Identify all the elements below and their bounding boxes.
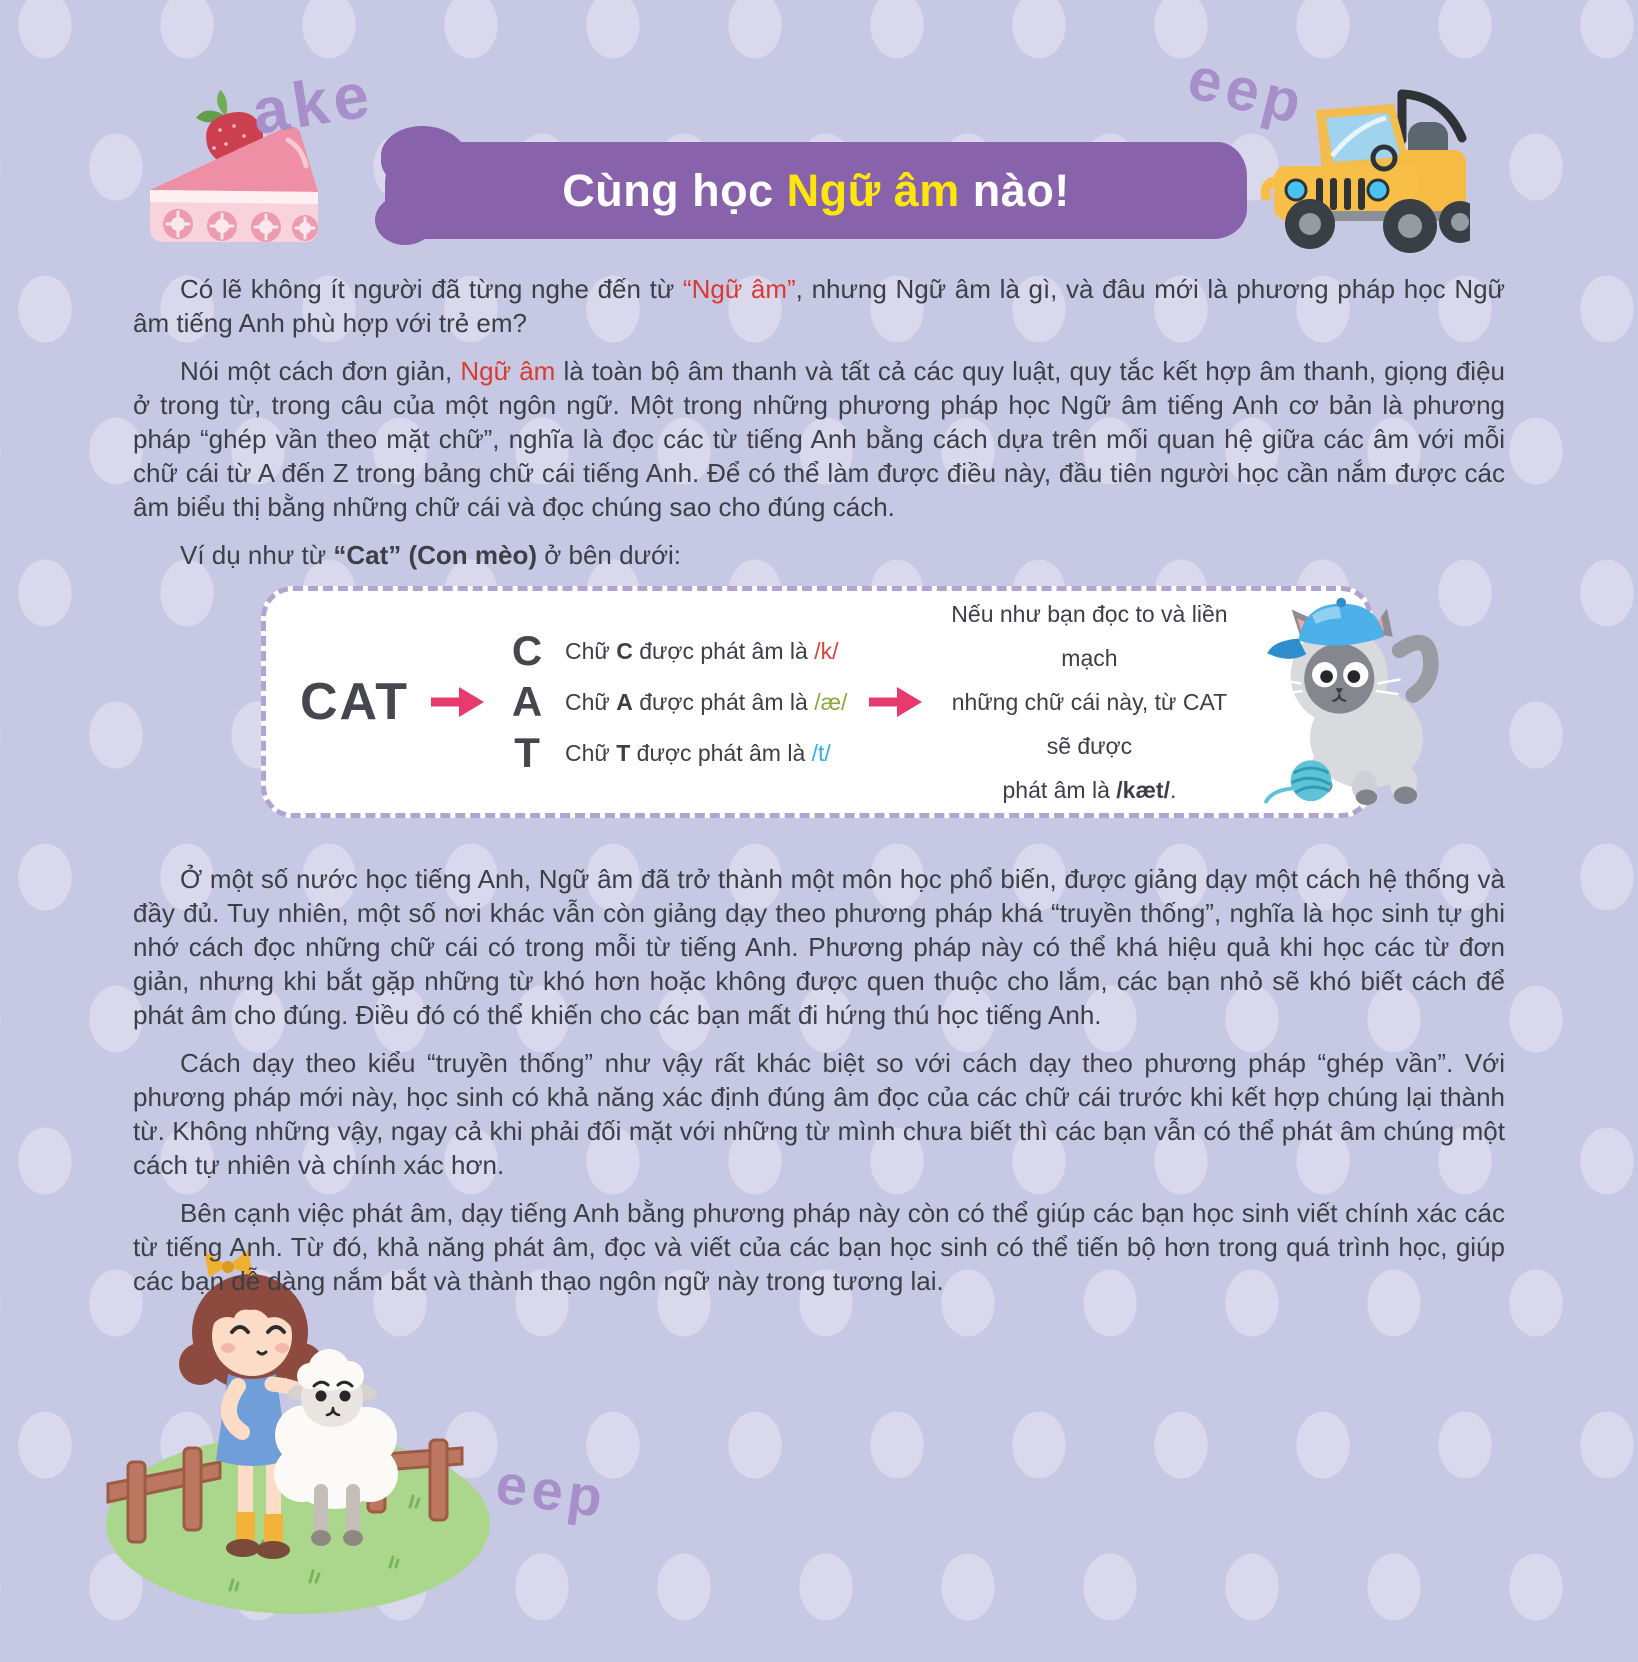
letter-t: T <box>514 729 540 776</box>
term-ngu-am-highlight: “Ngữ âm” <box>682 274 796 304</box>
letter-row-c <box>505 627 847 674</box>
letter-a: A <box>511 678 543 725</box>
word-cat: CAT <box>300 673 410 731</box>
phoneme-ae: /æ/ <box>814 689 848 715</box>
desc-letter: A <box>616 689 633 715</box>
cat-example-box <box>261 586 1373 818</box>
arrow-right-icon <box>867 685 923 719</box>
paragraph-text: Có lẽ không ít người đã từng nghe đến từ <box>180 274 683 304</box>
letter-a-description <box>565 685 847 719</box>
paragraph-intro <box>133 272 1505 340</box>
desc-text: Chữ <box>565 638 617 664</box>
page-title <box>562 165 1070 217</box>
result-phoneme-kaet: /kæt/ <box>1116 777 1170 803</box>
result-line: Nếu như bạn đọc to và liền mạch <box>951 601 1228 671</box>
letter-t-description <box>565 736 831 770</box>
paragraph-definition <box>133 354 1505 524</box>
letter-breakdown <box>505 627 848 776</box>
paragraph-text: là toàn bộ âm thanh và tất cả các quy luật, quy tắc kết hợp âm thanh, giọng điệu ở trong từ, trong câu của một ngôn ngữ. Một trong những phương pháp học Ngữ âm tiếng Anh cơ bản là phương pháp “ghép vần theo mặt chữ”, nghĩa là đọc các từ tiếng Anh bằng cách dựa trên mối quan hệ giữa các âm với mỗi chữ cái từ A đến Z trong bảng chữ cái tiếng Anh. Để có thể làm được điều này, đầu tiên người học cần nắm được các âm biểu thị bằng những chữ cái và đọc chúng sao cho đúng cách. <box>133 356 1505 522</box>
paragraph-text: , nhưng Ngữ âm là gì, và đâu mới là phương pháp học Ngữ âm tiếng Anh phù hợp với trẻ em? <box>133 274 1505 338</box>
desc-letter: C <box>616 638 633 664</box>
paragraph-text: Nói một cách đơn giản, <box>180 356 461 386</box>
decor-label-eep-bottom: eep <box>492 1451 612 1530</box>
title-prefix: Cùng học <box>562 164 787 216</box>
phoneme-k: /k/ <box>814 638 839 664</box>
arrow-right-icon <box>429 685 485 719</box>
result-text-segment: phát âm là <box>1002 777 1117 803</box>
example-word-bold: “Cat” (Con mèo) <box>333 540 538 570</box>
paragraph-comparison <box>133 1046 1505 1182</box>
desc-text: Chữ <box>565 740 617 766</box>
desc-text: Chữ <box>565 689 617 715</box>
paragraph-text: Ở một số nước học tiếng Anh, Ngữ âm đã trở thành một môn học phổ biến, được giảng dạy một cách hệ thống và đầy đủ. Tuy nhiên, một số nơi khác vẫn còn giảng dạy theo phương pháp khá “truyền thống”, nghĩa là học sinh tự ghi nhớ cách đọc những chữ cái có trong mỗi từ tiếng Anh. Phương pháp này có thể khá hiệu quả khi học các từ đơn giản, nhưng khi bắt gặp những từ khó hơn hoặc không được quen thuộc cho lắm, các bạn nhỏ sẽ khó biết cách để phát âm cho đúng. Điều đó có thể khiến cho các bạn mất đi hứng thú học tiếng Anh. <box>133 864 1505 1030</box>
decor-label-eep-top: eep <box>1181 43 1313 138</box>
title-suffix: nào! <box>959 164 1070 216</box>
desc-text: được phát âm là <box>632 689 815 715</box>
paragraph-methods <box>133 862 1505 1032</box>
result-text <box>943 592 1235 812</box>
paragraph-benefits <box>133 1196 1505 1298</box>
desc-text: được phát âm là <box>632 638 815 664</box>
decor-label-ake: ake <box>247 57 379 149</box>
title-highlight: Ngữ âm <box>786 164 960 216</box>
result-line <box>943 768 1235 812</box>
letter-row-t <box>505 729 847 776</box>
letter-c-description <box>565 634 838 668</box>
phoneme-t: /t/ <box>811 740 831 766</box>
result-text-segment: . <box>1169 777 1177 803</box>
result-line: những chữ cái này, từ CAT sẽ được <box>951 689 1228 759</box>
letter-c: C <box>511 627 543 674</box>
paragraph-text: Bên cạnh việc phát âm, dạy tiếng Anh bằng phương pháp này còn có thể giúp các bạn học sinh viết chính xác các từ tiếng Anh. Từ đó, khả năng phát âm, đọc và viết của các bạn học sinh có thể tiến bộ hơn trong quá trình học, giúp các bạn dễ dàng nắm bắt và thành thạo ngôn ngữ này trong tương lai. <box>133 1198 1505 1296</box>
article-body <box>133 272 1505 1312</box>
paragraph-text: ở bên dưới: <box>537 540 682 570</box>
cat-icon <box>1255 590 1441 806</box>
paragraph-text: Cách dạy theo kiểu “truyền thống” như vậy rất khác biệt so với cách dạy theo phương pháp “ghép vần”. Với phương pháp mới này, học sinh có khả năng xác định đúng âm đọc của các chữ cái trước khi kết hợp chúng lại thành từ. Không những vậy, ngay cả khi phải đối mặt với những từ mình chưa biết thì các bạn vẫn có thể phát âm chúng một cách tự nhiên và chính xác hơn. <box>133 1048 1505 1180</box>
desc-letter: T <box>616 740 631 766</box>
paragraph-example-intro <box>133 538 1505 572</box>
term-ngu-am-highlight: Ngữ âm <box>460 356 556 386</box>
desc-text: được phát âm là <box>630 740 812 766</box>
paragraph-text: Ví dụ như từ <box>180 540 334 570</box>
title-banner <box>385 142 1247 239</box>
letter-row-a <box>505 678 848 725</box>
cat-illustration <box>1255 590 1441 814</box>
